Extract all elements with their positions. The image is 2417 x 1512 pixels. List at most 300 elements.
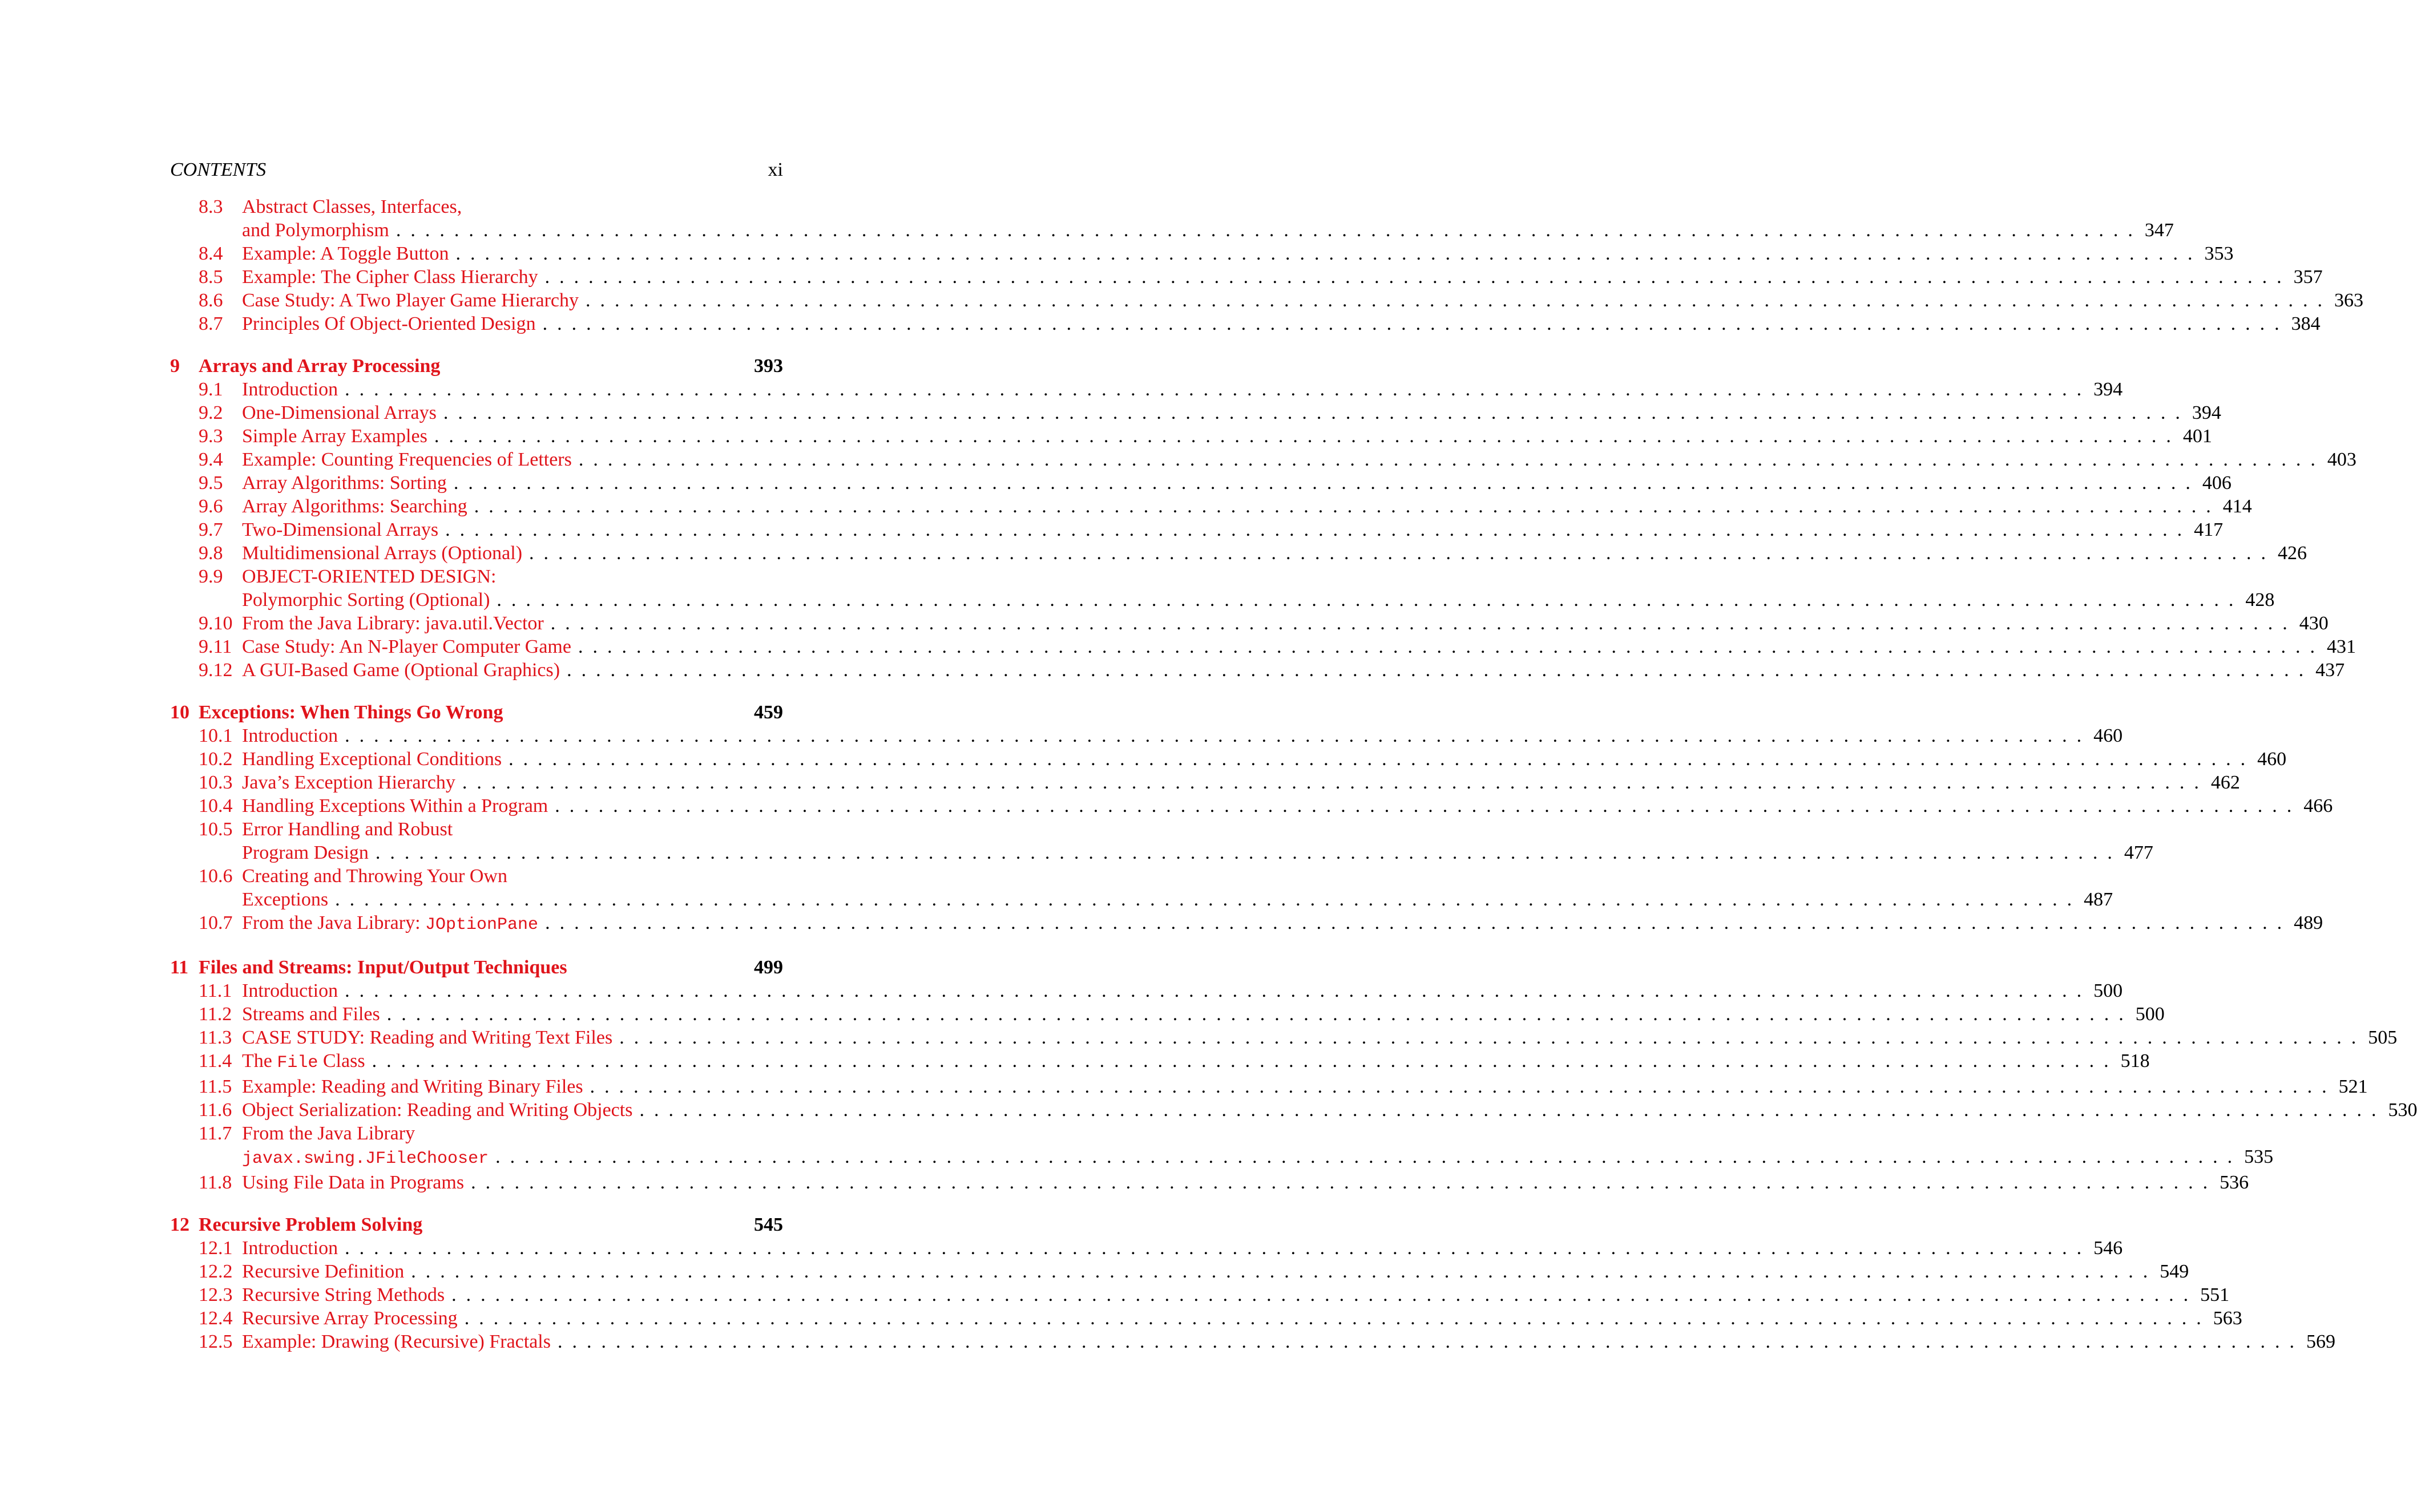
section-page[interactable]: 466 (2303, 795, 2333, 816)
section-title-text: Recursive String Methods (242, 1284, 445, 1305)
section-title-text: Example: Counting Frequencies of Letters (242, 449, 572, 470)
dot-leader: ........................................................................................................................ (345, 725, 2092, 746)
section-number[interactable]: 11.6 (199, 1099, 232, 1121)
section-number[interactable]: 8.4 (199, 243, 223, 264)
dot-leader: ........................................................................................................................ (555, 795, 2302, 816)
toc-entry[interactable] (170, 448, 2357, 471)
dot-leader: ........................................................................................................................ (345, 379, 2092, 400)
toc-entry[interactable] (170, 1307, 2242, 1330)
section-number[interactable]: 12.4 (199, 1308, 233, 1329)
section-title[interactable] (242, 1236, 338, 1260)
entry-lastline (242, 378, 2123, 401)
toc-entry[interactable] (170, 541, 2307, 565)
toc-entry[interactable] (170, 195, 2174, 242)
toc-entry[interactable] (170, 1026, 2398, 1049)
chapter-number[interactable]: 9 (170, 355, 180, 377)
section-title-text: A GUI-Based Game (Optional Graphics) (242, 660, 560, 681)
section-page[interactable]: 460 (2093, 725, 2123, 746)
section-page[interactable]: 489 (2294, 912, 2323, 933)
entry-lastline (242, 612, 2329, 635)
toc-entry[interactable] (170, 425, 2212, 448)
dot-leader: ........................................................................................................................ (375, 842, 2122, 863)
toc-entry[interactable] (170, 864, 2113, 911)
entry-lastline (242, 1145, 2274, 1171)
entry-body (242, 195, 2174, 242)
entry-body (242, 864, 2113, 911)
section-page[interactable]: 403 (2327, 449, 2357, 470)
dot-leader: ........................................................................................................................ (386, 1004, 2133, 1025)
dot-leader: ........................................................................................................................ (550, 613, 2297, 634)
section-title[interactable] (242, 401, 437, 425)
entry-body (242, 1122, 2274, 1171)
toc-entry[interactable] (170, 1330, 2335, 1353)
entry-lastline (242, 289, 2363, 312)
section-page[interactable]: 460 (2257, 749, 2287, 770)
section-title-line1[interactable]: OBJECT-ORIENTED DESIGN: (242, 566, 497, 587)
section-page[interactable]: 426 (2278, 543, 2307, 564)
section-title[interactable] (242, 979, 338, 1002)
dot-leader: ........................................................................................................................ (443, 402, 2190, 423)
section-title[interactable] (242, 724, 338, 747)
section-page[interactable]: 437 (2315, 660, 2345, 681)
entry-lastline (242, 794, 2333, 818)
section-title[interactable] (242, 747, 502, 771)
section-number[interactable]: 12.3 (199, 1284, 233, 1305)
dot-leader: ........................................................................................................................ (451, 1284, 2198, 1305)
dot-leader: ........................................................................................................................ (445, 519, 2192, 540)
entry-lastline (242, 1049, 2150, 1075)
section-title[interactable] (242, 1026, 612, 1049)
entry-lastline (242, 1002, 2165, 1026)
dot-leader: ........................................................................................................................ (462, 772, 2209, 793)
entry-lastline (242, 495, 2252, 518)
entry-body (242, 401, 2221, 425)
section-page[interactable]: 536 (2220, 1172, 2249, 1193)
section-title-text: Array Algorithms: Sorting (242, 472, 447, 494)
section-page[interactable]: 477 (2124, 842, 2153, 863)
section-number[interactable]: 10.7 (199, 912, 233, 933)
section-page[interactable]: 428 (2245, 589, 2275, 611)
entry-body (242, 289, 2363, 312)
toc-entry[interactable] (170, 979, 2123, 1002)
section-title-text: Java’s Exception Hierarchy (242, 772, 455, 793)
section-number[interactable]: 10.3 (199, 772, 233, 793)
section-title-text: Introduction (242, 379, 338, 400)
entry-body (242, 911, 2323, 937)
section-title-text: From the Java Library: (242, 912, 426, 933)
section-title-code: javax.swing.JFileChooser (242, 1149, 489, 1169)
entry-lastline (242, 541, 2307, 565)
dot-leader: ........................................................................................................................ (619, 1027, 2366, 1048)
section-title-text: Simple Array Examples (242, 426, 427, 447)
section-number[interactable]: 8.7 (199, 313, 223, 334)
section-number[interactable]: 9.2 (199, 402, 223, 423)
section-title[interactable] (242, 265, 538, 289)
section-title[interactable] (242, 612, 544, 635)
entry-lastline (242, 635, 2356, 658)
entry-body (242, 771, 2240, 794)
toc-entry[interactable] (170, 1171, 2249, 1194)
toc-entry[interactable] (170, 1236, 2123, 1260)
section-title-text: Case Study: An N-Player Computer Game (242, 636, 571, 657)
section-page[interactable]: 347 (2144, 220, 2174, 241)
toc-entry[interactable] (170, 635, 2356, 658)
entry-body (242, 658, 2345, 682)
section-title-line1[interactable]: From the Java Library (242, 1123, 415, 1144)
section-page[interactable]: 394 (2093, 379, 2123, 400)
dot-leader: ........................................................................................................................ (411, 1261, 2158, 1282)
entry-body (242, 724, 2123, 747)
entry-lastline (242, 471, 2232, 495)
entry-body (242, 265, 2323, 289)
entry-body (242, 565, 2275, 612)
toc-entry[interactable] (170, 1283, 2230, 1307)
section-title[interactable] (242, 1283, 445, 1307)
section-title-text: Exceptions (242, 889, 329, 910)
section-page[interactable]: 401 (2182, 426, 2212, 447)
section-number[interactable]: 12.1 (199, 1238, 233, 1259)
entry-body (242, 1307, 2242, 1330)
section-number[interactable]: 10.6 (199, 866, 233, 887)
entry-body (242, 1171, 2249, 1194)
dot-leader: ........................................................................................................................ (453, 472, 2200, 494)
section-number[interactable]: 8.5 (199, 266, 223, 288)
section-title[interactable] (242, 495, 467, 518)
toc-entry[interactable] (170, 658, 2345, 682)
section-title[interactable] (242, 1171, 464, 1194)
section-number[interactable]: 11.7 (199, 1123, 232, 1144)
section-title-text: Recursive Definition (242, 1261, 405, 1282)
section-title-line1[interactable]: Error Handling and Robust (242, 819, 453, 840)
section-title[interactable] (242, 518, 438, 541)
toc-entry[interactable] (170, 1075, 2368, 1098)
section-number[interactable]: 10.1 (199, 725, 233, 746)
section-title[interactable] (242, 219, 389, 242)
section-page[interactable]: 406 (2202, 472, 2232, 494)
chapter-heading[interactable] (170, 354, 783, 378)
dot-leader: ........................................................................................................................ (545, 912, 2292, 933)
section-number[interactable]: 9.12 (199, 660, 233, 681)
section-title[interactable] (242, 841, 369, 864)
section-title-text: Multidimensional Arrays (Optional) (242, 543, 523, 564)
entry-lastline (242, 518, 2224, 541)
section-title-text: Handling Exceptions Within a Program (242, 795, 548, 816)
dot-leader: ........................................................................................................................ (434, 426, 2181, 447)
toc-entry[interactable] (170, 1098, 2417, 1122)
table-of-contents (170, 195, 2417, 1353)
dot-leader: ........................................................................................................................ (495, 1146, 2242, 1167)
section-title[interactable] (242, 588, 490, 612)
toc-entry[interactable] (170, 265, 2323, 289)
entry-body (242, 378, 2123, 401)
section-page[interactable]: 518 (2120, 1050, 2150, 1072)
chapter-11 (170, 956, 2417, 1194)
section-number[interactable]: 11.1 (199, 980, 232, 1001)
section-title[interactable] (242, 1002, 380, 1026)
entry-lastline (242, 265, 2323, 289)
dot-leader: ........................................................................................................................ (586, 290, 2332, 311)
chapter-number[interactable]: 11 (170, 957, 189, 978)
entry-body (242, 612, 2329, 635)
toc-entry[interactable] (170, 818, 2153, 864)
section-page[interactable]: 384 (2291, 313, 2321, 334)
section-title[interactable] (242, 794, 548, 818)
dot-leader: ........................................................................................................................ (464, 1308, 2211, 1329)
toc-entry[interactable] (170, 1260, 2189, 1283)
entry-body (242, 1236, 2123, 1260)
entry-body (242, 1330, 2335, 1353)
section-number[interactable]: 9.4 (199, 449, 223, 470)
section-title-text: Introduction (242, 1238, 338, 1259)
section-title[interactable] (242, 289, 579, 312)
section-title[interactable] (242, 1330, 551, 1353)
section-page[interactable]: 569 (2306, 1331, 2335, 1352)
section-number[interactable]: 9.1 (199, 379, 223, 400)
dot-leader: ........................................................................................................................ (497, 589, 2244, 611)
dot-leader: ........................................................................................................................ (396, 220, 2142, 241)
entry-body (242, 1260, 2189, 1283)
section-title-text: and Polymorphism (242, 220, 389, 241)
dot-leader: ........................................................................................................................ (567, 660, 2314, 681)
chapter-title[interactable]: Files and Streams: Input/Output Techniques (199, 957, 567, 978)
section-title-text: CASE STUDY: Reading and Writing Text Files (242, 1027, 613, 1048)
chapter-title[interactable]: Exceptions: When Things Go Wrong (199, 702, 503, 723)
section-title-text: Using File Data in Programs (242, 1172, 465, 1193)
section-title[interactable] (242, 471, 447, 495)
section-title-text: Program Design (242, 842, 369, 863)
chapter-page[interactable]: 499 (754, 957, 783, 978)
section-title-text: Example: Reading and Writing Binary Files (242, 1076, 583, 1097)
entry-body (242, 1075, 2368, 1098)
section-number[interactable]: 9.3 (199, 426, 223, 447)
entry-lastline (242, 1098, 2417, 1122)
section-title[interactable] (242, 1145, 489, 1171)
section-number[interactable]: 9.11 (199, 636, 232, 657)
section-title-text: From the Java Library: java.util.Vector (242, 613, 544, 634)
section-number[interactable]: 9.6 (199, 496, 223, 517)
entry-body (242, 1283, 2230, 1307)
section-page[interactable]: 417 (2194, 519, 2224, 540)
section-title[interactable] (242, 448, 572, 471)
running-head-title: CONTENTS (170, 159, 267, 180)
section-title-text: Two-Dimensional Arrays (242, 519, 439, 540)
section-number[interactable]: 11.2 (199, 1004, 232, 1025)
section-title-text: Recursive Array Processing (242, 1308, 458, 1329)
section-number[interactable]: 9.7 (199, 519, 223, 540)
entry-lastline (242, 448, 2357, 471)
entry-body (242, 312, 2321, 335)
section-title[interactable] (242, 658, 560, 682)
section-title-text: Case Study: A Two Player Game Hierarchy (242, 290, 579, 311)
toc-entry[interactable] (170, 471, 2232, 495)
dot-leader: ........................................................................................................................ (335, 889, 2082, 910)
entry-lastline (242, 1026, 2398, 1049)
section-title[interactable] (242, 635, 571, 658)
chapter-8-continued (170, 195, 2363, 335)
section-page[interactable]: 394 (2192, 402, 2221, 423)
toc-entry[interactable] (170, 565, 2275, 612)
section-title[interactable] (242, 911, 538, 937)
entry-body (242, 471, 2232, 495)
entry-body (242, 242, 2234, 265)
section-number[interactable]: 10.2 (199, 749, 233, 770)
section-title[interactable] (242, 1049, 365, 1075)
dot-leader: ........................................................................................................................ (639, 1099, 2386, 1121)
dot-leader: ........................................................................................................................ (590, 1076, 2337, 1097)
chapter-number[interactable]: 10 (170, 702, 189, 723)
toc-entry[interactable] (170, 1122, 2274, 1171)
chapter-title[interactable]: Recursive Problem Solving (199, 1214, 423, 1235)
toc-entry[interactable] (170, 911, 2323, 937)
section-number[interactable]: 9.10 (199, 613, 233, 634)
toc-entry[interactable] (170, 312, 2321, 335)
entry-body (242, 794, 2333, 818)
section-number[interactable]: 10.5 (199, 819, 233, 840)
section-title[interactable] (242, 1075, 583, 1098)
entry-body (242, 518, 2224, 541)
section-page[interactable]: 505 (2368, 1027, 2398, 1048)
toc-page (170, 155, 2417, 1372)
entry-lastline (242, 242, 2234, 265)
section-title-line1[interactable]: Creating and Throwing Your Own (242, 866, 507, 887)
entry-lastline (242, 888, 2113, 911)
section-page[interactable]: 487 (2084, 889, 2113, 910)
toc-entry[interactable] (170, 724, 2123, 747)
section-page[interactable]: 535 (2244, 1146, 2274, 1167)
entry-lastline (242, 979, 2123, 1002)
section-title-code: JOptionPane (425, 915, 539, 935)
section-title-code: File (277, 1053, 318, 1073)
section-number[interactable]: 9.5 (199, 472, 223, 494)
toc-entry[interactable] (170, 612, 2329, 635)
section-title-text: Principles Of Object-Oriented Design (242, 313, 536, 334)
toc-entry[interactable] (170, 1002, 2165, 1026)
section-page[interactable]: 546 (2093, 1238, 2123, 1259)
chapter-title[interactable]: Arrays and Array Processing (199, 355, 441, 377)
entry-lastline (242, 1283, 2230, 1307)
section-page[interactable]: 353 (2204, 243, 2234, 264)
section-number[interactable]: 12.2 (199, 1261, 233, 1282)
section-title[interactable] (242, 541, 522, 565)
section-title[interactable] (242, 1307, 458, 1330)
section-title[interactable] (242, 1260, 404, 1283)
chapter-page[interactable]: 459 (754, 702, 783, 723)
section-number[interactable]: 8.3 (199, 196, 223, 217)
entry-body (242, 747, 2287, 771)
entry-body (242, 1002, 2165, 1026)
section-number[interactable]: 10.4 (199, 795, 233, 816)
running-head (170, 155, 783, 185)
entry-lastline (242, 1330, 2335, 1353)
section-title[interactable] (242, 1098, 632, 1122)
page-number: xi (768, 159, 783, 180)
dot-leader: ........................................................................................................................ (345, 1238, 2092, 1259)
section-number[interactable]: 11.8 (199, 1172, 232, 1193)
toc-entry[interactable] (170, 771, 2240, 794)
section-page[interactable]: 500 (2093, 980, 2123, 1001)
section-page[interactable]: 500 (2135, 1004, 2165, 1025)
toc-entry[interactable] (170, 495, 2252, 518)
dot-leader: ........................................................................................................................ (578, 449, 2325, 470)
dot-leader: ........................................................................................................................ (455, 243, 2202, 264)
section-page[interactable]: 357 (2293, 266, 2323, 288)
section-page[interactable]: 363 (2334, 290, 2363, 311)
entry-lastline (242, 747, 2287, 771)
entry-body (242, 1026, 2398, 1049)
chapter-9 (170, 354, 2357, 682)
section-number[interactable]: 11.4 (199, 1050, 232, 1072)
section-title-text: Example: Drawing (Recursive) Fractals (242, 1331, 551, 1352)
chapter-page[interactable]: 393 (754, 355, 783, 377)
chapter-page[interactable]: 545 (754, 1214, 783, 1235)
section-page[interactable]: 530 (2388, 1099, 2417, 1121)
section-title[interactable] (242, 312, 536, 335)
chapter-heading[interactable] (170, 1213, 783, 1236)
toc-entry[interactable] (170, 378, 2123, 401)
section-title[interactable] (242, 771, 455, 794)
section-title-text: Introduction (242, 980, 338, 1001)
section-title[interactable] (242, 425, 427, 448)
chapter-heading[interactable] (170, 701, 783, 724)
toc-entry[interactable] (170, 518, 2224, 541)
toc-entry[interactable] (170, 794, 2333, 818)
section-page[interactable]: 549 (2160, 1261, 2189, 1282)
entry-lastline (242, 1236, 2123, 1260)
entry-body (242, 635, 2356, 658)
toc-entry[interactable] (170, 1049, 2150, 1075)
dot-leader: ........................................................................................................................ (345, 980, 2092, 1001)
section-page[interactable]: 431 (2326, 636, 2356, 657)
entry-body (242, 541, 2307, 565)
entry-lastline (242, 1307, 2242, 1330)
section-number[interactable]: 9.8 (199, 543, 223, 564)
dot-leader: ........................................................................................................................ (471, 1172, 2218, 1193)
toc-entry[interactable] (170, 747, 2287, 771)
entry-lastline (242, 312, 2321, 335)
section-number[interactable]: 11.5 (199, 1076, 232, 1097)
dot-leader: ........................................................................................................................ (529, 543, 2276, 564)
entry-body (242, 425, 2212, 448)
entry-body (242, 495, 2252, 518)
chapter-number[interactable]: 12 (170, 1214, 189, 1235)
section-number[interactable]: 9.9 (199, 566, 223, 587)
section-title[interactable] (242, 888, 328, 911)
section-page[interactable]: 430 (2299, 613, 2329, 634)
section-title-text: Example: A Toggle Button (242, 243, 449, 264)
section-number[interactable]: 8.6 (199, 290, 223, 311)
entry-lastline (242, 841, 2153, 864)
toc-entry[interactable] (170, 242, 2234, 265)
chapter-heading[interactable] (170, 956, 783, 979)
entry-body (242, 979, 2123, 1002)
section-page[interactable]: 462 (2210, 772, 2240, 793)
section-title-text: Array Algorithms: Searching (242, 496, 467, 517)
section-title[interactable] (242, 378, 338, 401)
section-page[interactable]: 563 (2213, 1308, 2242, 1329)
toc-entry[interactable] (170, 289, 2363, 312)
section-page[interactable]: 521 (2338, 1076, 2368, 1097)
section-page[interactable]: 414 (2222, 496, 2252, 517)
section-title-line1[interactable]: Abstract Classes, Interfaces, (242, 196, 462, 217)
section-number[interactable]: 12.5 (199, 1331, 233, 1352)
section-title-text-after: Class (318, 1050, 365, 1072)
section-number[interactable]: 11.3 (199, 1027, 232, 1048)
section-page[interactable]: 551 (2200, 1284, 2230, 1305)
entry-lastline (242, 425, 2212, 448)
toc-entry[interactable] (170, 401, 2221, 425)
section-title[interactable] (242, 242, 449, 265)
dot-leader: ........................................................................................................................ (474, 496, 2221, 517)
